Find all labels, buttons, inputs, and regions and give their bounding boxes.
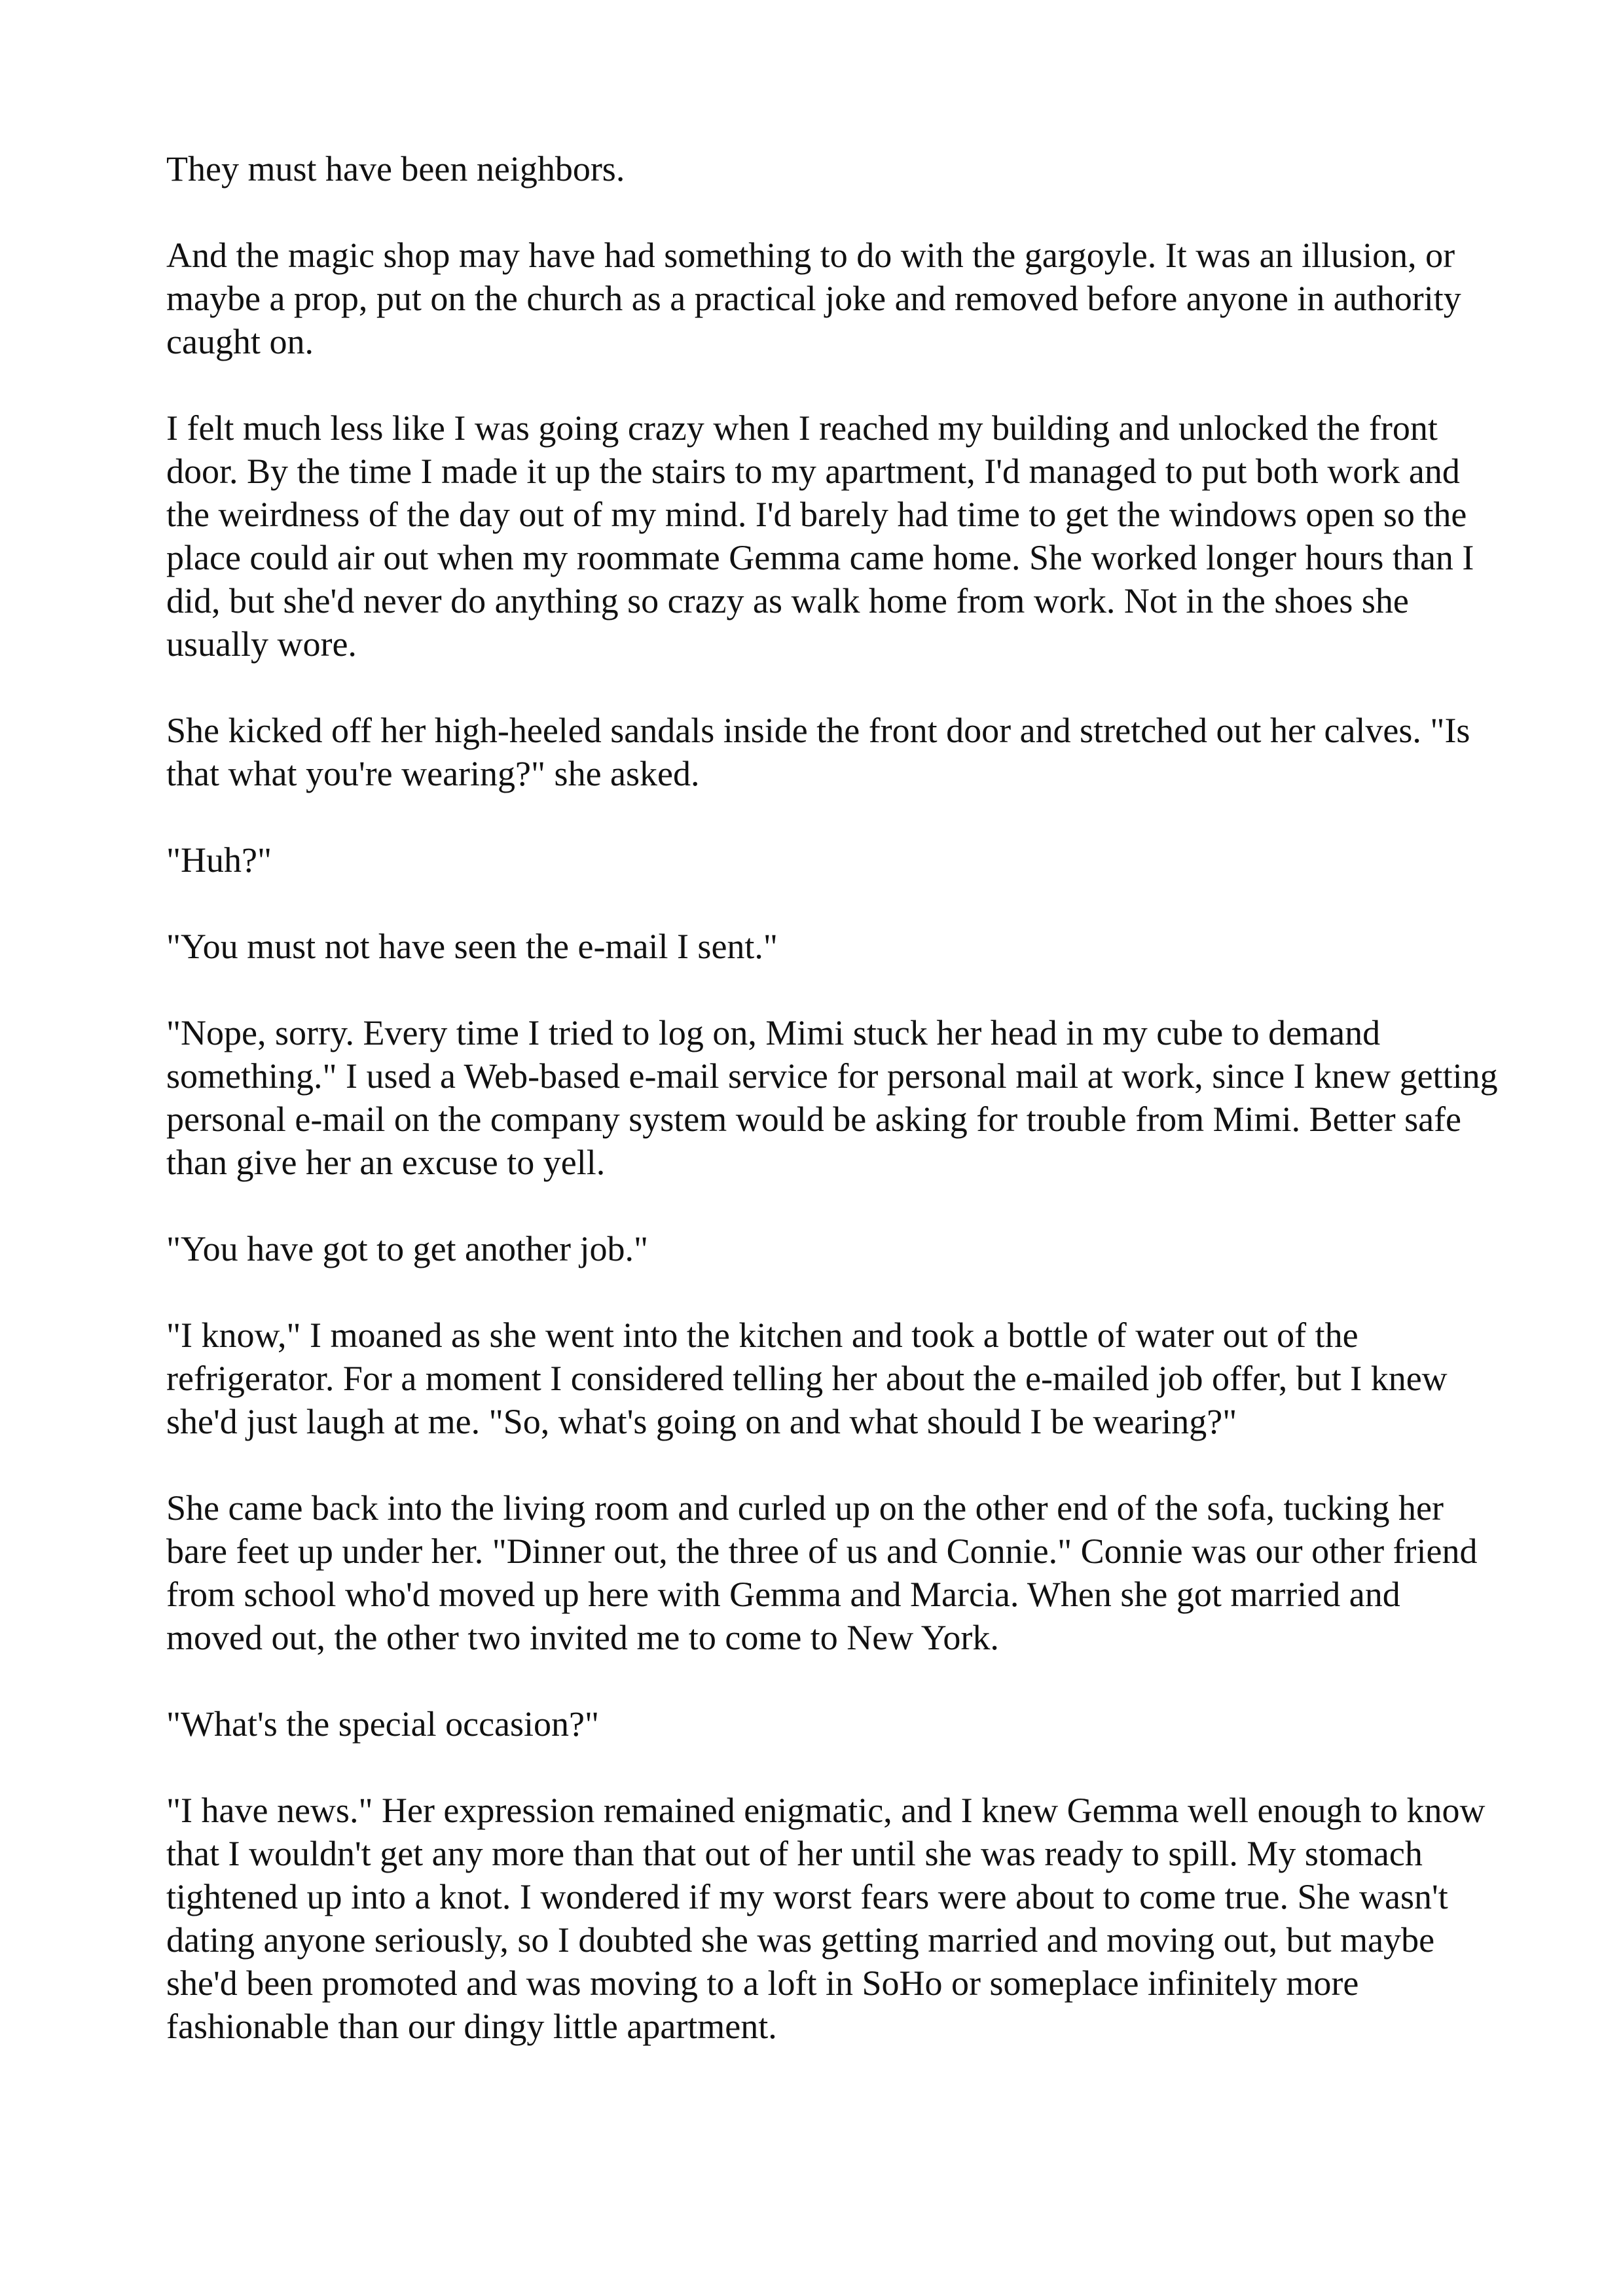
body-text — [166, 147, 1502, 2048]
paragraph: "What's the special occasion?" — [166, 1704, 600, 1744]
paragraph: I felt much less like I was going crazy when I reached my building and unlocked the front door. By the time I made it up the stairs to my apartment, I'd managed to put both work and the weirdness of the day out of my mind. I'd barely had time to get the windows open so the place could air out when my roommate Gemma came home. She worked longer hours than I did, but she'd never do anything so crazy as walk home from work. Not in the shoes she usually wore. — [166, 408, 1474, 664]
paragraph: "I have news." Her expression remained enigmatic, and I knew Gemma well enough to know that I wouldn't get any more than that out of her until she was ready to spill. My stomach tightened up into a knot. I wondered if my worst fears were about to come true. She wasn't dating anyone seriously, so I doubted she was getting married and moving out, but maybe she'd been promoted and was moving to a loft in SoHo or someplace infinitely more fashionable than our dingy little apartment. — [166, 1791, 1486, 2046]
paragraph: "I know," I moaned as she went into the kitchen and took a bottle of water out of the refrigerator. For a moment I considered telling her about the e-mailed job offer, but I knew she'd just laugh at me. "So, what's going on and what should I be wearing?" — [166, 1316, 1448, 1441]
paragraph: She came back into the living room and curled up on the other end of the sofa, tucking her bare feet up under her. "Dinner out, the three of us and Connie." Connie was our other friend from school who'd moved up here with Gemma and Marcia. When she got married and moved out, the other two invited me to come to New York. — [166, 1488, 1478, 1657]
paragraph: "You must not have seen the e-mail I sent." — [166, 927, 778, 966]
paragraph: And the magic shop may have had something to do with the gargoyle. It was an illusion, or maybe a prop, put on the church as a practical joke and removed before anyone in authority caught on. — [166, 236, 1461, 361]
paragraph: She kicked off her high-heeled sandals inside the front door and stretched out her calves. "Is that what you're wearing?" she asked. — [166, 711, 1470, 793]
paragraph: "You have got to get another job." — [166, 1229, 649, 1268]
paragraph: "Nope, sorry. Every time I tried to log on, Mimi stuck her head in my cube to demand something." I used a Web-based e-mail service for personal mail at work, since I knew getting personal e-mail on the company system would be asking for trouble from Mimi. Better safe than give her an excuse to yell. — [166, 1013, 1498, 1182]
paragraph: "Huh?" — [166, 840, 272, 880]
paragraph: They must have been neighbors. — [166, 149, 625, 188]
